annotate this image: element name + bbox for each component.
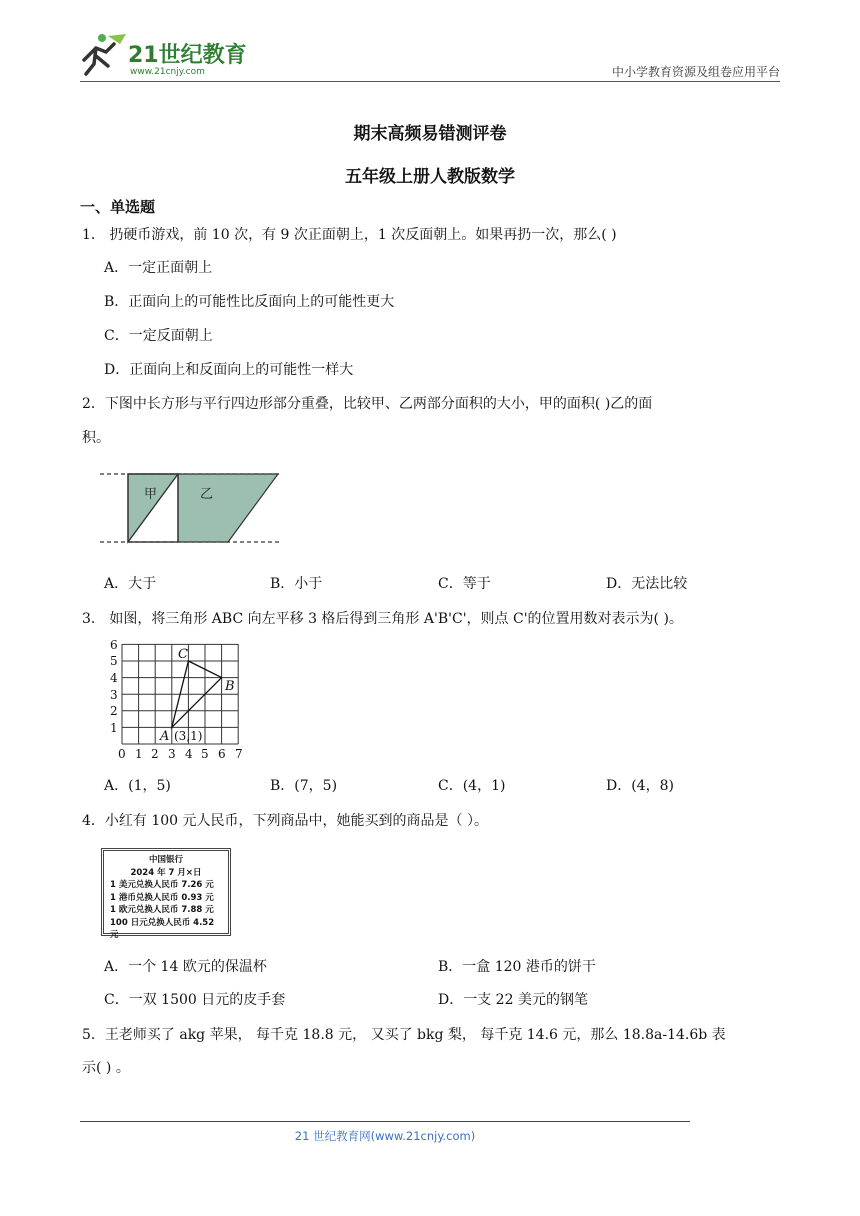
question-4: 4．小红有 100 元人民币，下列商品中，她能买到的商品是（ ）。 [82, 813, 488, 829]
y-tick-1: 1 [110, 721, 118, 735]
question-1: 1． 扔硬币游戏，前 10 次，有 9 次正面朝上，1 次反面朝上。如果再扔一次，那么( ) [82, 227, 617, 243]
y-tick-3: 3 [110, 688, 118, 702]
logo-url: www.21cnjy.com [130, 67, 205, 77]
page-title: 期末高频易错测评卷 [353, 124, 507, 144]
x-tick-4: 4 [185, 747, 193, 761]
y-tick-4: 4 [110, 671, 118, 685]
q1-option-c[interactable]: C．一定反面朝上 [104, 328, 213, 344]
exchange-rate-notice [101, 848, 231, 940]
section-heading: 一、单选题 [80, 198, 156, 216]
question-2-line1: 2．下图中长方形与平行四边形部分重叠，比较甲、乙两部分面积的大小，甲的面积( )乙的面 [82, 396, 653, 412]
header-divider [80, 81, 780, 82]
notice-rate-jpy: 100 日元兑换人民币 4.52 元 [110, 917, 215, 940]
x-tick-2: 2 [151, 747, 159, 761]
question-5-line2: 示( ) 。 [82, 1060, 130, 1076]
runner-icon [84, 34, 126, 74]
q2-option-d[interactable]: D．无法比较 [606, 576, 688, 592]
q1-option-a[interactable]: A．一定正面朝上 [104, 260, 213, 276]
q2-option-a[interactable]: A．大于 [104, 576, 157, 592]
point-a-coord: (3,1) [174, 729, 203, 743]
q1-option-b[interactable]: B．正面向上的可能性比反面向上的可能性更大 [104, 294, 395, 310]
x-tick-7: 7 [235, 747, 243, 761]
y-tick-6: 6 [110, 638, 118, 652]
q3-option-b[interactable]: B．(7，5) [270, 778, 338, 794]
q3-option-a[interactable]: A．(1，5) [104, 778, 171, 794]
y-tick-5: 5 [110, 654, 118, 668]
x-tick-1: 1 [135, 747, 143, 761]
x-tick-5: 5 [201, 747, 209, 761]
footer-divider [80, 1121, 690, 1122]
q4-option-c[interactable]: C．一双 1500 日元的皮手套 [104, 992, 286, 1008]
label-jia: 甲 [144, 487, 158, 502]
q4-option-b[interactable]: B．一盒 120 港币的饼干 [438, 959, 596, 975]
point-b-label: B [225, 679, 235, 694]
q3-option-d[interactable]: D．(4，8) [606, 778, 674, 794]
overlap-figure [100, 466, 280, 554]
point-c-label: C [178, 647, 188, 662]
q1-option-d[interactable]: D．正面向上和反面向上的可能性一样大 [104, 362, 354, 378]
q3-option-c[interactable]: C．(4，1) [438, 778, 506, 794]
notice-rate-eur: 1 欧元兑换人民币 7.88 元 [110, 905, 214, 915]
page-subtitle: 五年级上册人教版数学 [345, 167, 515, 187]
notice-rate-hkd: 1 港币兑换人民币 0.93 元 [110, 892, 214, 903]
notice-rate-usd: 1 美元兑换人民币 7.26 元 [110, 880, 214, 890]
label-yi: 乙 [200, 487, 214, 502]
footer-link[interactable]: 21 世纪教育网(www.21cnjy.com) [294, 1129, 476, 1143]
header-platform-text: 中小学教育资源及组卷应用平台 [611, 65, 780, 79]
point-a-label: A [160, 729, 170, 744]
q4-option-d[interactable]: D．一支 22 美元的钢笔 [438, 992, 588, 1008]
site-logo [80, 30, 255, 78]
y-tick-2: 2 [110, 704, 118, 718]
q2-option-b[interactable]: B．小于 [270, 576, 323, 592]
x-tick-0: 0 [118, 747, 126, 761]
q4-option-a[interactable]: A．一个 14 欧元的保温杯 [104, 959, 267, 975]
notice-date: 2024 年 7 月×日 [130, 867, 202, 878]
question-2-line2: 积。 [82, 430, 110, 446]
q2-option-c[interactable]: C．等于 [438, 576, 491, 592]
x-tick-6: 6 [218, 747, 226, 761]
question-5-line1: 5．王老师买了 akg 苹果， 每千克 18.8 元， 又买了 bkg 梨， 每千克 14.6 元，那么 18.8a-14.6b 表 [82, 1027, 726, 1043]
x-tick-3: 3 [168, 747, 176, 761]
question-3: 3． 如图，将三角形 ABC 向左平移 3 格后得到三角形 A'B'C'，则点 C'的位置用数对表示为( )。 [82, 611, 683, 627]
logo-text: 21世纪教育 [128, 43, 247, 68]
coordinate-grid [108, 638, 253, 767]
notice-bank: 中国银行 [148, 855, 183, 865]
